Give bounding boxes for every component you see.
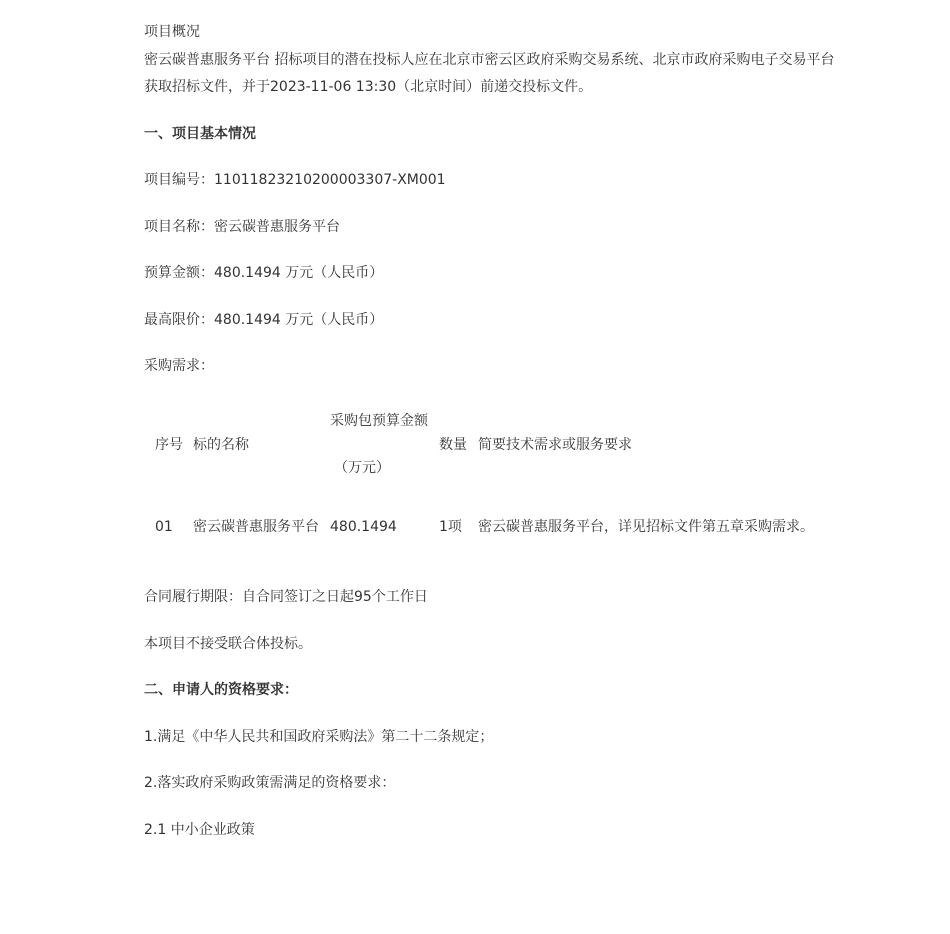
row-qty: 1项 bbox=[439, 519, 462, 535]
consortium-note: 本项目不接受联合体投标。 bbox=[144, 636, 312, 652]
qualification-item-2: 2.落实政府采购政策需满足的资格要求： bbox=[144, 775, 396, 791]
requirements-label: 采购需求： bbox=[144, 358, 214, 374]
overview-paragraph-line-2: 获取招标文件，并于2023-11-06 13:30（北京时间）前递交投标文件。 bbox=[144, 79, 593, 95]
header-desc: 简要技术需求或服务要求 bbox=[478, 437, 632, 453]
overview-paragraph-line-1: 密云碳普惠服务平台 招标项目的潜在投标人应在北京市密云区政府采购交易系统、北京市政府采购电子交易平台 bbox=[144, 52, 835, 68]
row-budget: 480.1494 bbox=[330, 519, 397, 535]
budget-amount: 预算金额：480.1494 万元（人民币） bbox=[144, 265, 384, 281]
project-number: 项目编号：11011823210200003307-XM001 bbox=[144, 172, 446, 188]
contract-period: 合同履行期限：自合同签订之日起95个工作日 bbox=[144, 589, 428, 605]
overview-heading: 项目概况 bbox=[144, 24, 200, 40]
header-name: 标的名称 bbox=[193, 437, 249, 453]
row-seq: 01 bbox=[155, 519, 173, 535]
qualification-item-1: 1.满足《中华人民共和国政府采购法》第二十二条规定； bbox=[144, 729, 494, 745]
section-2-heading: 二、申请人的资格要求： bbox=[144, 682, 298, 698]
row-name: 密云碳普惠服务平台 bbox=[193, 519, 319, 535]
header-budget-line-2: （万元） bbox=[334, 460, 390, 476]
project-name: 项目名称：密云碳普惠服务平台 bbox=[144, 219, 340, 235]
header-seq: 序号 bbox=[155, 437, 183, 453]
section-1-heading: 一、项目基本情况 bbox=[144, 126, 256, 142]
header-qty: 数量 bbox=[439, 437, 467, 453]
row-desc: 密云碳普惠服务平台，详见招标文件第五章采购需求。 bbox=[478, 519, 814, 535]
header-budget-line-1: 采购包预算金额 bbox=[330, 413, 428, 429]
qualification-item-2-1: 2.1 中小企业政策 bbox=[144, 822, 255, 838]
max-price: 最高限价：480.1494 万元（人民币） bbox=[144, 312, 384, 328]
